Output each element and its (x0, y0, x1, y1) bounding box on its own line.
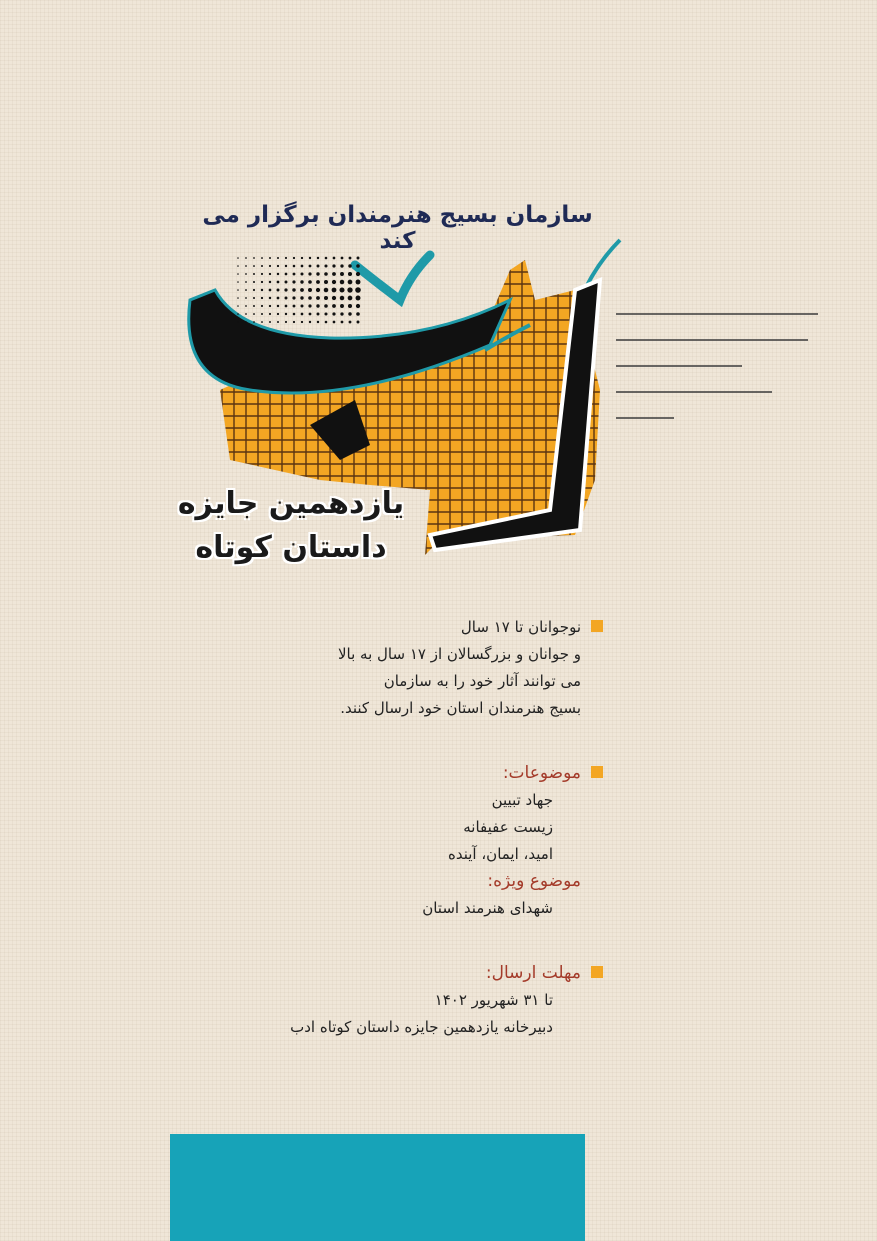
halftone-dot (309, 265, 312, 268)
halftone-dot (316, 288, 320, 292)
halftone-dot (237, 281, 239, 283)
deadline-date: تا ۳۱ شهریور ۱۴۰۲ (434, 991, 553, 1009)
halftone-dot (269, 265, 271, 267)
halftone-dot (340, 304, 344, 308)
halftone-dot (357, 257, 360, 260)
halftone-dot (309, 321, 311, 323)
halftone-dot (261, 289, 263, 291)
halftone-dot (324, 296, 328, 300)
topic-item: زیست عفیفانه (463, 818, 553, 836)
halftone-dot (293, 273, 296, 276)
halftone-dot (317, 265, 320, 268)
halftone-dot (269, 257, 271, 259)
logo-rules (616, 314, 818, 418)
halftone-dot (253, 305, 255, 307)
halftone-dot (316, 280, 320, 284)
halftone-dot (348, 312, 351, 315)
halftone-dot (245, 289, 247, 291)
deadline-heading: مهلت ارسال: (485, 963, 581, 983)
halftone-dot (356, 264, 360, 268)
halftone-dot (269, 313, 271, 315)
halftone-dot (332, 288, 337, 293)
halftone-dot (253, 265, 255, 267)
halftone-dot (261, 305, 263, 307)
halftone-dot (324, 304, 328, 308)
halftone-dot (340, 264, 343, 267)
halftone-dot (300, 304, 303, 307)
halftone-dot (300, 296, 303, 299)
halftone-dot (333, 257, 336, 260)
halftone-dot (261, 297, 263, 299)
halftone-dot (245, 273, 247, 275)
halftone-dot (324, 312, 327, 315)
halftone-dot (285, 297, 288, 300)
halftone-dot (245, 281, 247, 283)
topic-item: جهاد تبیین (491, 791, 553, 809)
topics-section (161, 760, 581, 922)
logo-edition-number (355, 255, 430, 300)
halftone-dot (293, 265, 296, 268)
halftone-dot (316, 272, 319, 275)
halftone-dot (269, 297, 271, 299)
halftone-dot (277, 321, 279, 323)
halftone-dot (277, 297, 280, 300)
halftone-dot (253, 313, 255, 315)
halftone-dot (308, 304, 311, 307)
halftone-dot (245, 297, 247, 299)
halftone-dot (333, 321, 336, 324)
halftone-dot (317, 313, 320, 316)
halftone-dot (300, 288, 304, 292)
halftone-dot (340, 280, 344, 284)
halftone-dot (301, 321, 303, 323)
halftone-dot (332, 280, 336, 284)
halftone-dot (308, 280, 312, 284)
halftone-dot (277, 281, 280, 284)
halftone-dot (253, 273, 255, 275)
deadline-section (161, 960, 581, 1041)
halftone-dot (277, 273, 279, 275)
halftone-dot (324, 280, 328, 284)
halftone-dot (237, 305, 239, 307)
halftone-dot (285, 281, 288, 284)
eligibility-line: بسیج هنرمندان استان خود ارسال کنند. (340, 699, 581, 717)
halftone-dot (332, 312, 335, 315)
teal-footer-band (170, 1134, 585, 1241)
halftone-dot (308, 296, 312, 300)
halftone-dot (301, 265, 304, 268)
halftone-dot (293, 257, 295, 259)
eligibility-section (161, 614, 581, 722)
halftone-dot (285, 305, 288, 308)
halftone-dot (285, 273, 288, 276)
halftone-dot (269, 281, 271, 283)
halftone-dot (285, 257, 287, 259)
halftone-dot (293, 313, 296, 316)
halftone-dot (355, 287, 361, 293)
halftone-dot (301, 313, 304, 316)
halftone-dot (317, 321, 319, 323)
halftone-dot (245, 321, 247, 323)
orange-bullet-icon (591, 620, 603, 632)
orange-bullet-icon (591, 766, 603, 778)
halftone-dot (332, 264, 335, 267)
halftone-dot (269, 321, 271, 323)
halftone-dot (341, 321, 344, 324)
halftone-dot (293, 305, 296, 308)
halftone-dot (349, 257, 352, 260)
halftone-dot (348, 280, 353, 285)
halftone-dot (348, 296, 353, 301)
halftone-dot (300, 272, 303, 275)
halftone-dot (339, 287, 344, 292)
secretariat-line: دبیرخانه یازدهمین جایزه داستان کوتاه ادب (290, 1018, 553, 1036)
halftone-dot (245, 257, 247, 259)
halftone-dot (237, 321, 239, 323)
eligibility-line: می توانند آثار خود را به سازمان (383, 672, 581, 690)
halftone-dot (285, 321, 287, 323)
halftone-dot (324, 288, 329, 293)
halftone-dot (237, 289, 239, 291)
halftone-dot (349, 321, 352, 324)
halftone-dot (261, 257, 263, 259)
halftone-dot (340, 312, 343, 315)
eligibility-line: و جوانان و بزرگسالان از ۱۷ سال به بالا (337, 645, 581, 663)
halftone-dot (261, 313, 263, 315)
halftone-dot (237, 273, 239, 275)
logo-halftone-dots (237, 257, 361, 324)
halftone-dot (284, 288, 287, 291)
halftone-dot (357, 321, 360, 324)
halftone-dot (253, 289, 255, 291)
halftone-dot (348, 304, 352, 308)
organizer-line: سازمان بسیج هنرمندان برگزار می کند (202, 202, 593, 254)
halftone-dot (261, 281, 263, 283)
eligibility-line: نوجوانان تا ۱۷ سال (460, 618, 581, 636)
halftone-dot (237, 297, 239, 299)
halftone-dot (300, 280, 303, 283)
halftone-dot (277, 265, 279, 267)
halftone-dot (309, 257, 311, 259)
halftone-dot (261, 321, 263, 323)
halftone-dot (285, 265, 287, 267)
halftone-dot (253, 321, 255, 323)
halftone-dot (253, 297, 255, 299)
halftone-dot (340, 296, 344, 300)
halftone-dot (325, 321, 328, 324)
halftone-dot (316, 296, 320, 300)
topics-heading: موضوعات: (502, 763, 581, 783)
halftone-dot (269, 289, 272, 292)
halftone-dot (316, 304, 319, 307)
halftone-dot (356, 280, 361, 285)
halftone-dot (356, 304, 360, 308)
award-title-line1: یازدهمین جایزه (177, 486, 405, 521)
halftone-dot (356, 296, 361, 301)
halftone-dot (293, 321, 295, 323)
halftone-dot (277, 305, 279, 307)
special-topic-heading: موضوع ویژه: (487, 871, 581, 891)
halftone-dot (261, 273, 263, 275)
halftone-dot (324, 264, 327, 267)
halftone-dot (332, 272, 336, 276)
halftone-dot (341, 257, 344, 260)
halftone-dot (332, 296, 336, 300)
halftone-dot (317, 257, 319, 259)
halftone-dot (301, 257, 303, 259)
halftone-dot (325, 257, 328, 260)
halftone-dot (285, 313, 287, 315)
halftone-dot (356, 272, 360, 276)
halftone-dot (308, 288, 312, 292)
halftone-dot (348, 264, 351, 267)
halftone-dot (356, 312, 360, 316)
halftone-dot (277, 313, 279, 315)
halftone-dot (277, 289, 280, 292)
halftone-dot (253, 257, 255, 259)
halftone-dot (309, 313, 312, 316)
halftone-dot (332, 304, 336, 308)
halftone-dot (348, 272, 352, 276)
halftone-dot (253, 281, 255, 283)
halftone-dot (245, 305, 247, 307)
halftone-dot (292, 288, 295, 291)
special-topic-item: شهدای هنرمند استان (422, 899, 553, 917)
topic-item: امید، ایمان، آینده (447, 845, 553, 863)
halftone-dot (269, 273, 271, 275)
halftone-dot (245, 265, 247, 267)
award-title-line2: داستان کوتاه (195, 530, 387, 565)
halftone-dot (324, 272, 328, 276)
halftone-dot (277, 257, 279, 259)
halftone-dot (245, 313, 247, 315)
halftone-dot (261, 265, 263, 267)
orange-bullet-icon (591, 966, 603, 978)
halftone-dot (292, 296, 295, 299)
halftone-dot (340, 272, 344, 276)
halftone-dot (237, 265, 239, 267)
halftone-dot (237, 313, 239, 315)
halftone-dot (308, 272, 311, 275)
halftone-dot (237, 257, 239, 259)
halftone-dot (347, 287, 352, 292)
award-title (160, 482, 422, 570)
halftone-dot (292, 280, 295, 283)
halftone-dot (269, 305, 271, 307)
